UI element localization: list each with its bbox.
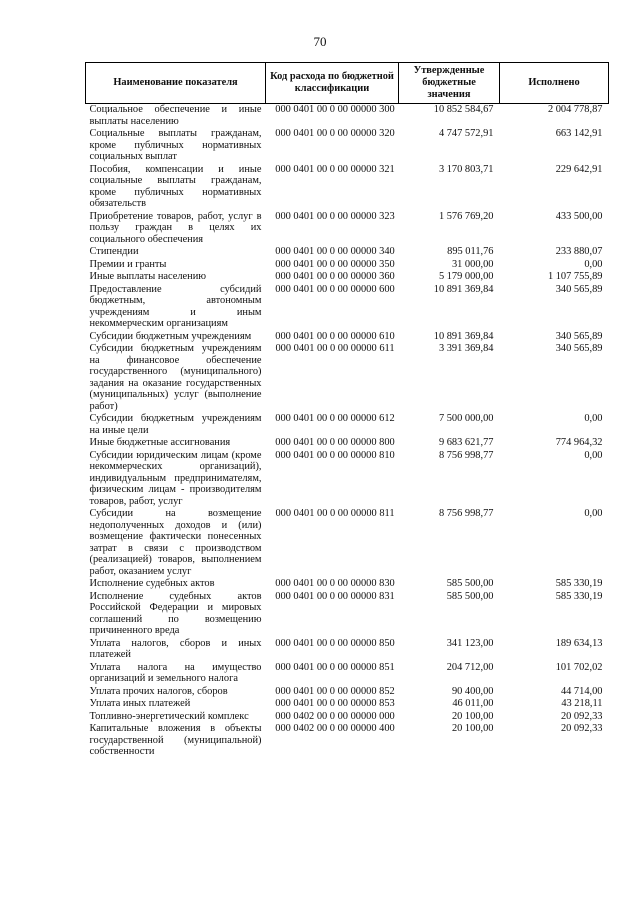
cell-code: 000 0401 00 0 00 00000 340 [275, 246, 395, 257]
cell-name: Иные бюджетные ассигнования [89, 437, 231, 448]
cell-code: 000 0401 00 0 00 00000 612 [275, 413, 395, 424]
table-header [86, 63, 609, 104]
table-row [86, 343, 609, 413]
table-row [86, 638, 609, 662]
cell-executed: 1 107 755,89 [547, 271, 603, 282]
cell-executed: 0,00 [584, 508, 603, 519]
cell-approved: 895 011,76 [447, 246, 494, 257]
cell-executed: 585 330,19 [555, 578, 603, 589]
cell-executed: 585 330,19 [555, 590, 603, 602]
cell-approved: 7 500 000,00 [438, 413, 494, 424]
table-row [86, 128, 609, 164]
table-row [86, 723, 609, 759]
table-row [86, 104, 609, 129]
cell-code: 000 0401 00 0 00 00000 360 [275, 271, 395, 282]
table-row [86, 662, 609, 686]
cell-executed: 0,00 [584, 413, 603, 424]
cell-executed: 20 092,33 [560, 723, 603, 734]
cell-code: 000 0401 00 0 00 00000 852 [275, 685, 395, 697]
cell-name: Исполнение судебных актов Российской Федерации и мировых соглашений по возмещению причиненного вреда [89, 590, 262, 636]
table-body [86, 104, 609, 759]
cell-code: 000 0401 00 0 00 00000 321 [275, 163, 395, 175]
cell-code: 000 0402 00 0 00 00000 000 [275, 710, 395, 722]
cell-code: 000 0402 00 0 00 00000 400 [275, 723, 395, 734]
cell-name: Стипендии [89, 246, 139, 257]
table-row [86, 578, 609, 591]
cell-name: Субсидии бюджетным учреждениям на иные цели [89, 413, 262, 436]
table-row [86, 331, 609, 344]
cell-executed: 233 880,07 [555, 246, 603, 257]
table-row [86, 284, 609, 331]
cell-executed: 20 092,33 [560, 710, 603, 722]
cell-approved: 90 400,00 [451, 685, 494, 697]
table-row [86, 698, 609, 711]
cell-approved: 5 179 000,00 [438, 271, 494, 282]
cell-code: 000 0401 00 0 00 00000 320 [275, 128, 395, 139]
cell-name: Субсидии на возмещение недополученных доходов и (или) возмещение фактически понесенных затрат в связи с производством (реализацией) товаров, выполнением работ, оказанием услуг [89, 508, 262, 577]
cell-executed: 0,00 [584, 258, 603, 270]
cell-name: Уплата прочих налогов, сборов [89, 685, 228, 697]
cell-code: 000 0401 00 0 00 00000 853 [275, 698, 395, 709]
cell-executed: 44 714,00 [560, 685, 603, 697]
cell-code: 000 0401 00 0 00 00000 350 [275, 258, 395, 270]
table-row [86, 259, 609, 272]
cell-approved: 9 683 621,77 [438, 437, 494, 448]
table-row [86, 711, 609, 724]
cell-code: 000 0401 00 0 00 00000 610 [275, 330, 395, 342]
cell-executed: 189 634,13 [555, 637, 603, 649]
cell-approved: 10 891 369,84 [433, 283, 494, 295]
cell-name: Иные выплаты населению [89, 271, 207, 282]
cell-executed: 774 964,32 [555, 437, 603, 448]
cell-executed: 340 565,89 [555, 283, 603, 295]
table-row [86, 591, 609, 638]
cell-name: Капитальные вложения в объекты государственной (муниципальной) собственности [89, 723, 262, 757]
header-approved: Утвержденные бюджетные значения [399, 63, 500, 104]
cell-name: Социальное обеспечение и иные выплаты населению [89, 104, 262, 127]
table-row [86, 437, 609, 450]
cell-code: 000 0401 00 0 00 00000 811 [275, 508, 395, 519]
budget-table [85, 62, 609, 759]
cell-code: 000 0401 00 0 00 00000 800 [275, 437, 395, 448]
cell-name: Социальные выплаты гражданам, кроме публичных нормативных социальных выплат [89, 128, 262, 162]
cell-executed: 340 565,89 [555, 343, 603, 354]
cell-code: 000 0401 00 0 00 00000 300 [275, 104, 395, 115]
cell-executed: 0,00 [584, 449, 603, 461]
cell-approved: 3 170 803,71 [438, 163, 494, 175]
cell-name: Исполнение судебных актов [89, 578, 215, 589]
cell-approved: 20 100,00 [451, 710, 494, 722]
cell-approved: 20 100,00 [451, 723, 494, 734]
table-row [86, 450, 609, 509]
cell-code: 000 0401 00 0 00 00000 851 [275, 661, 395, 673]
cell-name: Уплата налога на имущество организаций и земельного налога [89, 661, 262, 684]
cell-approved: 8 756 998,77 [438, 508, 494, 519]
cell-executed: 433 500,00 [555, 210, 603, 222]
cell-name: Пособия, компенсации и иные социальные выплаты гражданам, кроме публичных нормативных обязательств [89, 163, 262, 209]
header-executed: Исполнено [500, 63, 609, 104]
table-row [86, 686, 609, 699]
cell-code: 000 0401 00 0 00 00000 850 [275, 637, 395, 649]
cell-name: Уплата иных платежей [89, 698, 191, 709]
cell-approved: 585 500,00 [446, 578, 494, 589]
cell-name: Премии и гранты [89, 258, 167, 270]
cell-approved: 3 391 369,84 [438, 343, 494, 354]
cell-approved: 46 011,00 [452, 698, 494, 709]
cell-approved: 31 000,00 [451, 258, 494, 270]
cell-approved: 1 576 769,20 [438, 210, 494, 222]
cell-executed: 101 702,02 [555, 661, 603, 673]
cell-executed: 340 565,89 [555, 330, 603, 342]
cell-code: 000 0401 00 0 00 00000 611 [275, 343, 395, 354]
cell-approved: 4 747 572,91 [438, 128, 494, 139]
cell-name: Субсидии бюджетным учреждениям [89, 330, 252, 342]
cell-executed: 229 642,91 [555, 163, 603, 175]
cell-approved: 341 123,00 [446, 637, 494, 649]
cell-code: 000 0401 00 0 00 00000 831 [275, 590, 395, 602]
table-row [86, 246, 609, 259]
table-row [86, 413, 609, 437]
cell-code: 000 0401 00 0 00 00000 323 [275, 210, 395, 222]
cell-code: 000 0401 00 0 00 00000 810 [275, 449, 395, 461]
cell-code: 000 0401 00 0 00 00000 830 [275, 578, 395, 589]
cell-approved: 10 852 584,67 [433, 104, 494, 115]
cell-name: Уплата налогов, сборов и иных платежей [89, 637, 262, 660]
header-name: Наименование показателя [86, 63, 266, 104]
cell-executed: 43 218,11 [561, 698, 603, 709]
page-number: 70 [313, 34, 327, 49]
cell-approved: 10 891 369,84 [433, 330, 494, 342]
table-row [86, 211, 609, 247]
table-row [86, 164, 609, 211]
cell-code: 000 0401 00 0 00 00000 600 [275, 283, 395, 295]
cell-name: Приобретение товаров, работ, услуг в пользу граждан в целях их социального обеспечения [89, 210, 262, 245]
cell-name: Предоставление субсидий бюджетным, автономным учреждениям и иным некоммерческим организациям [89, 283, 262, 329]
cell-name: Топливно-энергетический комплекс [89, 710, 249, 722]
cell-approved: 8 756 998,77 [438, 449, 494, 461]
cell-name: Субсидии юридическим лицам (кроме некоммерческих организаций), индивидуальным предпринимателям, физическим лицам - производителям товаров, работ, услуг [89, 449, 262, 507]
table-row [86, 508, 609, 578]
cell-approved: 585 500,00 [446, 590, 494, 602]
cell-executed: 2 004 778,87 [547, 104, 603, 115]
table-row [86, 271, 609, 284]
cell-name: Субсидии бюджетным учреждениям на финансовое обеспечение государственного (муниципального) задания на оказание государственных (муниципальных) услуг (выполнение работ) [89, 343, 262, 412]
cell-executed: 663 142,91 [555, 128, 603, 139]
cell-approved: 204 712,00 [446, 661, 494, 673]
header-code: Код расхода по бюджетной классификации [266, 63, 399, 104]
